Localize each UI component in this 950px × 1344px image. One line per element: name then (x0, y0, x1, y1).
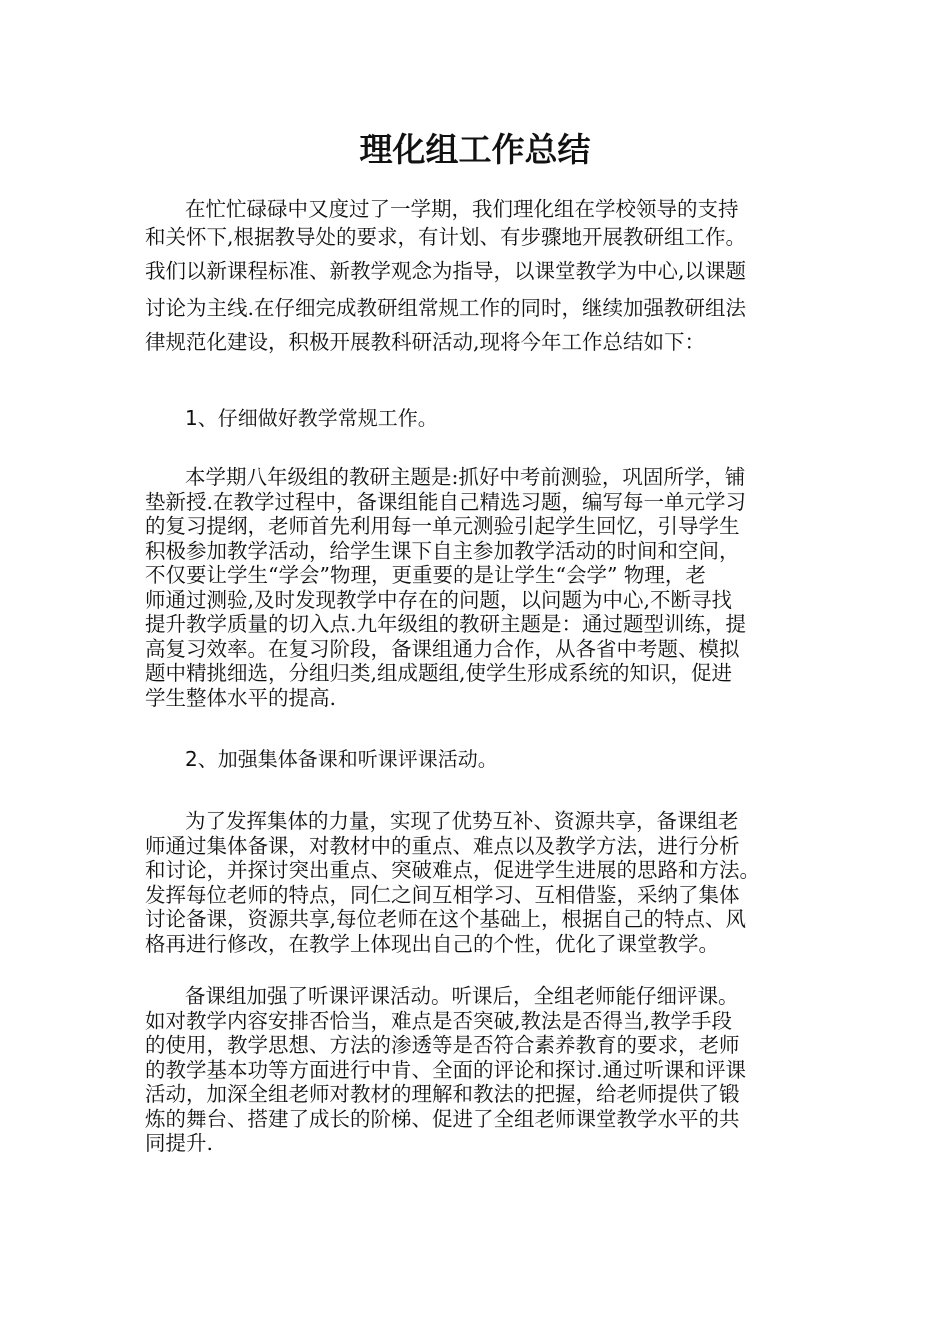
intro-paragraph (145, 197, 810, 358)
intro-line: 讨论为主线.在仔细完成教研组常规工作的同时，继续加强教研组法 (145, 295, 747, 320)
section2-p2-line: 如对教学内容安排否恰当，难点是否突破,教法是否得当,教学手段 (145, 1008, 733, 1033)
section1-line: 垫新授.在教学过程中，备课组能自己精选习题，编写每一单元学习 (145, 489, 747, 514)
section2-paragraph-2 (145, 984, 810, 1156)
section2-p2-line: 炼的舞台、搭建了成长的阶梯、促进了全组老师课堂教学水平的共 (145, 1106, 740, 1131)
section1-line: 不仅要让学生“学会”物理，更重要的是让学生“会学” 物理，老 (145, 563, 706, 587)
section2-p2-line: 同提升. (145, 1131, 214, 1155)
section2-p1-line: 格再进行修改，在教学上体现出自己的个性，优化了课堂教学。 (145, 931, 719, 956)
section1-line: 提升教学质量的切入点.九年级组的教研主题是：通过题型训练，提 (145, 612, 747, 636)
document-title: 理化组工作总结 (359, 130, 591, 169)
section1-heading: 1、仔细做好教学常规工作。 (185, 406, 438, 430)
section1-line: 高复习效率。在复习阶段，备课组通力合作，从各省中考题、模拟 (145, 636, 740, 661)
section2-p1-line: 师通过集体备课，对教材中的重点、难点以及教学方法，进行分析 (145, 833, 740, 858)
section1-line: 师通过测验,及时发现教学中存在的问题，以问题为中心,不断寻找 (145, 587, 733, 612)
intro-line: 在忙忙碌碌中又度过了一学期，我们理化组在学校领导的支持 (185, 197, 739, 221)
section1-line: 本学期八年级组的教研主题是:抓好中考前测验，巩固所学，铺 (185, 465, 746, 489)
section2-p1-line: 讨论备课，资源共享,每位老师在这个基础上，根据自己的特点、风 (145, 907, 747, 931)
intro-line: 我们以新课程标准、新教学观念为指导，以课堂教学为中心,以课题 (145, 258, 747, 283)
section2-p1-line: 和讨论，并探讨突出重点、突破难点，促进学生进展的思路和方法。 (145, 858, 760, 882)
section1-line: 学生整体水平的提高. (145, 685, 337, 710)
section2-p2-line: 活动，加深全组老师对教材的理解和教法的把握，给老师提供了锻 (145, 1082, 740, 1106)
section2-p1-line: 为了发挥集体的力量，实现了优势互补、资源共享，备课组老 (185, 809, 739, 833)
intro-line: 和关怀下,根据教导处的要求，有计划、有步骤地开展教研组工作。 (145, 224, 747, 249)
section1-line: 积极参加教学活动，给学生课下自主参加教学活动的时间和空间， (145, 538, 740, 563)
section2-p2-line: 的使用，教学思想、方法的渗透等是否符合素养教育的要求，老师 (145, 1033, 740, 1057)
section2-p2-line: 的教学基本功等方面进行中肯、全面的评论和探讨.通过听课和评课 (145, 1057, 747, 1082)
section2-p1-line: 发挥每位老师的特点，同仁之间互相学习、互相借鉴，采纳了集体 (145, 882, 740, 907)
section1-line: 的复习提纲，老师首先利用每一单元测验引起学生回忆，引导学生 (145, 514, 740, 538)
section2-paragraph-1 (145, 809, 810, 956)
section2-p2-line: 备课组加强了听课评课活动。听课后，全组老师能仔细评课。 (185, 984, 739, 1008)
intro-line: 律规范化建设，积极开展教科研活动,现将今年工作总结如下： (145, 329, 706, 354)
section2-heading: 2、加强集体备课和听课评课活动。 (185, 747, 498, 771)
section1-paragraph (145, 465, 810, 710)
section1-line: 题中精挑细选，分组归类,组成题组,使学生形成系统的知识，促进 (145, 661, 733, 685)
